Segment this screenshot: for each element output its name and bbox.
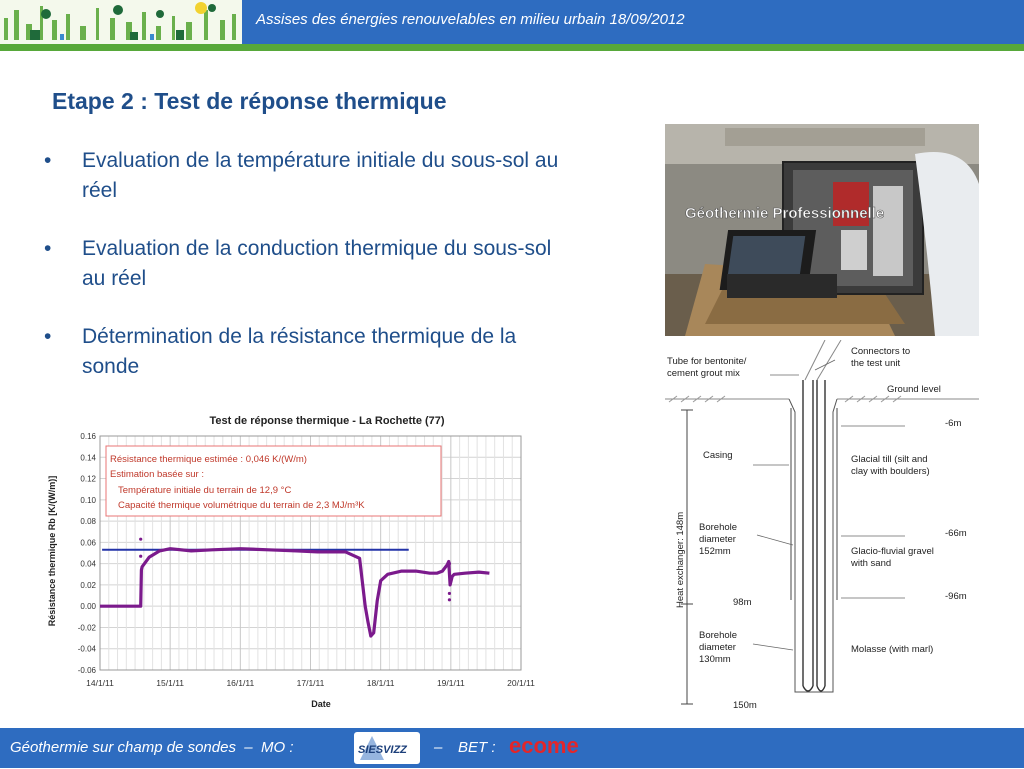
bullet-item <box>44 322 564 382</box>
footer-mo-label: MO : <box>260 739 294 756</box>
chart-x-tick-label: 19/1/11 <box>436 678 465 688</box>
chart-y-tick-label: -0.06 <box>77 666 96 675</box>
chart-y-tick-label: 0.08 <box>80 517 96 527</box>
chart-point <box>139 538 142 541</box>
chart-y-ticks <box>78 432 97 675</box>
diagram-label-depth-96: -96m <box>945 591 967 602</box>
chart-y-tick-label: 0.00 <box>80 602 96 612</box>
chart-point <box>448 562 451 565</box>
bullet-text: Evaluation de la conduction thermique du sous-sol au réel <box>82 237 552 290</box>
chart-y-tick-label: 0.10 <box>80 495 96 505</box>
header-title: Assises des énergies renouvelables en milieu urbain 18/09/2012 <box>256 11 685 28</box>
footer-title: Géothermie sur champ de sondes <box>10 739 236 756</box>
diagram-label-depth-6: -6m <box>945 418 962 429</box>
bullet-icon: • <box>44 325 52 348</box>
logo-bet-ecome: ecome <box>509 733 579 758</box>
chart-y-tick-label: -0.04 <box>77 644 96 654</box>
diagram-label-borehole2-2: diameter <box>699 642 736 653</box>
chart-y-tick-label: 0.14 <box>80 453 96 463</box>
diagram-label-borehole2-1: Borehole <box>699 630 738 641</box>
chart <box>44 408 564 712</box>
diagram-label-connectors-2: the test unit <box>851 358 901 369</box>
diagram-label-tube-1: Tube for bentonite/ <box>667 356 747 367</box>
chart-annotation-line-1: Résistance thermique estimée : 0,046 K/(W/m) <box>110 454 307 465</box>
chart-x-tick-label: 14/1/11 <box>86 678 114 688</box>
bullet-item <box>44 146 564 206</box>
chart-point <box>448 592 451 595</box>
footer-bar <box>0 728 1024 768</box>
bullet-text: Détermination de la résistance thermique de la sonde <box>82 325 517 378</box>
bullet-list <box>44 146 564 410</box>
chart-title: Test de réponse thermique - La Rochette (77) <box>209 415 445 427</box>
chart-series-line <box>100 549 489 636</box>
diagram-label-molasse: Molasse (with marl) <box>851 644 934 655</box>
diagram-label-depth-66: -66m <box>945 528 967 539</box>
bullet-item <box>44 234 564 294</box>
diagram-label-glacio-1: Glacio-fluvial gravel <box>851 546 934 557</box>
bullet-icon: • <box>44 237 52 260</box>
chart-annotation-line-4: Capacité thermique volumétrique du terrain de 2,3 MJ/m³K <box>118 500 365 511</box>
chart-y-tick-label: 0.12 <box>80 474 96 484</box>
diagram-label-borehole1-1: Borehole <box>699 522 738 533</box>
chart-y-label: Résistance thermique Rb [K/(W/m)] <box>47 475 57 627</box>
chart-annotation <box>106 446 441 516</box>
bullet-icon: • <box>44 149 52 172</box>
diagram-label-casing: Casing <box>703 450 733 461</box>
header-bar <box>0 0 1024 44</box>
slide-title: Etape 2 : Test de réponse thermique <box>52 88 447 114</box>
diagram-label-borehole2-3: 130mm <box>699 654 731 665</box>
diagram-label-borehole1-2: diameter <box>699 534 736 545</box>
diagram-label-ground: Ground level <box>887 384 941 395</box>
chart-svg <box>44 408 564 712</box>
borehole-diagram <box>665 340 979 712</box>
chart-point <box>139 555 142 558</box>
chart-point <box>448 598 451 601</box>
diagram-label-tube-2: cement grout mix <box>667 368 740 379</box>
chart-y-tick-label: 0.16 <box>80 432 96 441</box>
diagram-label-glacial-1: Glacial till (silt and <box>851 454 928 465</box>
footer-dash-1: – <box>244 739 253 756</box>
chart-y-tick-label: 0.02 <box>80 580 96 590</box>
chart-y-tick-label: -0.02 <box>77 623 96 633</box>
header-logo-image <box>0 0 242 44</box>
diagram-label-heat-exchanger: Heat exchanger: 148m <box>675 511 686 608</box>
chart-x-ticks <box>86 678 535 688</box>
chart-x-tick-label: 15/1/11 <box>156 678 185 688</box>
chart-x-tick-label: 20/1/11 <box>507 678 535 688</box>
bullet-text: Evaluation de la température initiale du sous-sol au réel <box>82 149 559 202</box>
chart-x-tick-label: 17/1/11 <box>296 678 325 688</box>
header-accent-strip <box>0 44 1024 51</box>
chart-x-label: Date <box>311 699 331 709</box>
logo-mo-text: SIESVIZZ <box>358 744 407 756</box>
footer-text <box>10 739 293 756</box>
chart-x-tick-label: 18/1/11 <box>366 678 395 688</box>
diagram-label-connectors-1: Connectors to <box>851 346 911 357</box>
chart-series <box>100 538 489 636</box>
diagram-label-glacial-2: clay with boulders) <box>851 466 930 477</box>
footer-dash-2: – <box>434 739 443 756</box>
chart-y-tick-label: 0.04 <box>80 559 96 569</box>
diagram-label-borehole1-3: 152mm <box>699 546 731 557</box>
chart-y-tick-label: 0.06 <box>80 538 96 548</box>
chart-x-tick-label: 16/1/11 <box>226 678 255 688</box>
chart-annotation-line-3: Température initiale du terrain de 12,9 °C <box>118 485 292 496</box>
logo-mo-siesvizz <box>354 732 420 764</box>
diagram-label-depth-98: 98m <box>733 597 752 608</box>
test-unit-photo <box>665 124 979 336</box>
footer-bet-label: BET : <box>458 739 496 756</box>
photo-watermark: Géothermie Professionnelle <box>685 205 885 222</box>
diagram-label-depth-150: 150m <box>733 700 757 711</box>
diagram-label-glacio-2: with sand <box>851 558 892 569</box>
chart-annotation-line-2: Estimation basée sur : <box>110 469 204 480</box>
